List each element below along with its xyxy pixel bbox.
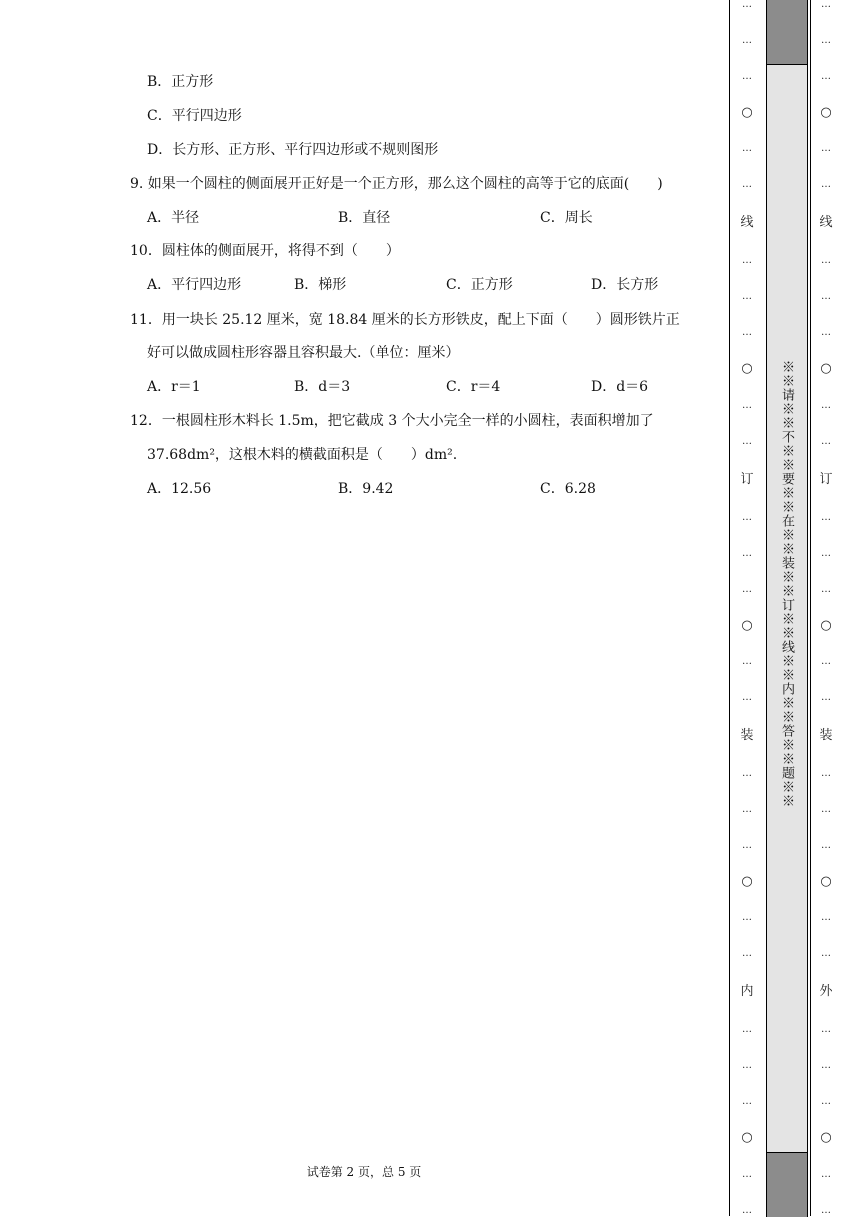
- binding-dots: …: [742, 804, 752, 816]
- binding-dots: …: [742, 767, 752, 779]
- binding-dots: …: [742, 143, 752, 155]
- binding-hole-mark: ○: [820, 105, 832, 121]
- binding-dots: …: [821, 291, 831, 303]
- option-c-parallelogram: C．平行四边形: [147, 108, 242, 124]
- binding-dots: …: [742, 691, 752, 703]
- binding-dots: …: [821, 583, 831, 595]
- binding-dots: …: [742, 1024, 752, 1036]
- binding-dots: …: [742, 583, 752, 595]
- question-12-line-2: 37.68dm²，这根木料的横截面积是（ ）dm².: [147, 447, 458, 463]
- page-footer: 试卷第 2 页，总 5 页: [306, 1165, 422, 1179]
- binding-dots: …: [821, 840, 831, 852]
- q11-option-a: A．r＝1: [147, 379, 201, 395]
- binding-label: 线: [740, 215, 754, 231]
- q11-option-c: C．r＝4: [446, 379, 501, 395]
- binding-dots: …: [821, 1060, 831, 1072]
- binding-hole-mark: ○: [820, 361, 832, 377]
- binding-dots: …: [742, 291, 752, 303]
- binding-dots: …: [742, 912, 752, 924]
- binding-dots: …: [742, 1060, 752, 1072]
- binding-hole-mark: ○: [820, 874, 832, 890]
- binding-dots: …: [821, 547, 831, 559]
- binding-dots: …: [821, 179, 831, 191]
- binding-dots: …: [821, 1204, 831, 1216]
- binding-label: 装: [819, 727, 833, 743]
- binding-dots: …: [821, 1168, 831, 1180]
- binding-dots: …: [742, 1204, 752, 1216]
- binding-label: 线: [819, 215, 833, 231]
- binding-dots: …: [821, 511, 831, 523]
- question-11-line-2: 好可以做成圆柱形容器且容积最大.（单位：厘米）: [147, 345, 460, 361]
- inner-binding-column: [740, 0, 754, 1216]
- binding-dots: …: [742, 327, 752, 339]
- q11-option-d: D．d＝6: [591, 379, 649, 395]
- q9-option-a: A．半径: [147, 210, 200, 226]
- binding-dots: …: [821, 327, 831, 339]
- binding-dots: …: [742, 71, 752, 83]
- binding-dots: …: [821, 804, 831, 816]
- binding-dots: …: [742, 655, 752, 667]
- binding-dots: …: [742, 399, 752, 411]
- outer-binding-line: [810, 0, 811, 1216]
- binding-border-line: [729, 0, 730, 1216]
- binding-label: 外: [819, 984, 833, 1000]
- q9-option-b: B．直径: [338, 210, 391, 226]
- binding-hole-mark: ○: [741, 617, 753, 633]
- binding-hole-mark: ○: [820, 617, 832, 633]
- binding-warning-text: ※※请※※不※※要※※在※※装※※订※※线※※内※※答※※题※※: [779, 360, 794, 808]
- binding-dots: …: [821, 399, 831, 411]
- q10-option-d: D．长方形: [591, 277, 659, 293]
- binding-dots: …: [742, 255, 752, 267]
- binding-dots: …: [742, 547, 752, 559]
- binding-dots: …: [742, 1168, 752, 1180]
- binding-dots: …: [821, 1024, 831, 1036]
- q12-option-b: B．9.42: [338, 481, 394, 497]
- q11-option-b: B．d＝3: [294, 379, 351, 395]
- binding-dots: …: [821, 71, 831, 83]
- binding-hole-mark: ○: [741, 105, 753, 121]
- question-12-line-1: 12．一根圆柱形木料长 1.5m，把它截成 3 个大小完全一样的小圆柱，表面积增加了: [130, 413, 654, 429]
- question-10: 10．圆柱体的侧面展开，将得不到（ ）: [130, 243, 400, 259]
- binding-dots: …: [821, 655, 831, 667]
- binding-label: 内: [740, 984, 754, 1000]
- binding-label: 订: [819, 471, 833, 487]
- binding-dots: …: [821, 35, 831, 47]
- binding-dots: …: [742, 0, 752, 10]
- q10-option-a: A．平行四边形: [147, 277, 242, 293]
- binding-dots: …: [742, 435, 752, 447]
- binding-dots: …: [821, 255, 831, 267]
- outer-binding-column: [819, 0, 833, 1216]
- question-9: 9. 如果一个圆柱的侧面展开正好是一个正方形，那么这个圆柱的高等于它的底面( ): [130, 176, 663, 192]
- binding-dots: …: [821, 691, 831, 703]
- binding-dots: …: [742, 35, 752, 47]
- q10-option-c: C．正方形: [446, 277, 513, 293]
- binding-dots: …: [742, 948, 752, 960]
- binding-band-bottom-cap: [766, 1152, 808, 1217]
- binding-dots: …: [821, 143, 831, 155]
- q12-option-c: C．6.28: [540, 481, 596, 497]
- question-11-line-1: 11．用一块长 25.12 厘米，宽 18.84 厘米的长方形铁皮，配上下面（ ）圆形铁片正: [130, 312, 680, 328]
- binding-dots: …: [821, 767, 831, 779]
- binding-dots: …: [821, 1096, 831, 1108]
- q10-option-b: B．梯形: [294, 277, 347, 293]
- q12-option-a: A．12.56: [147, 481, 212, 497]
- binding-dots: …: [742, 179, 752, 191]
- binding-label: 装: [740, 727, 754, 743]
- binding-dots: …: [821, 912, 831, 924]
- q9-option-c: C．周长: [540, 210, 593, 226]
- binding-dots: …: [821, 0, 831, 10]
- binding-dots: …: [742, 840, 752, 852]
- binding-label: 订: [740, 471, 754, 487]
- binding-hole-mark: ○: [741, 874, 753, 890]
- option-b-square: B．正方形: [147, 74, 214, 90]
- binding-band-top-cap: [766, 0, 808, 65]
- binding-hole-mark: ○: [741, 361, 753, 377]
- binding-dots: …: [742, 1096, 752, 1108]
- binding-dots: …: [821, 435, 831, 447]
- binding-dots: …: [742, 511, 752, 523]
- binding-hole-mark: ○: [820, 1130, 832, 1146]
- binding-hole-mark: ○: [741, 1130, 753, 1146]
- option-d-shapes: D．长方形、正方形、平行四边形或不规则图形: [147, 142, 439, 158]
- binding-dots: …: [821, 948, 831, 960]
